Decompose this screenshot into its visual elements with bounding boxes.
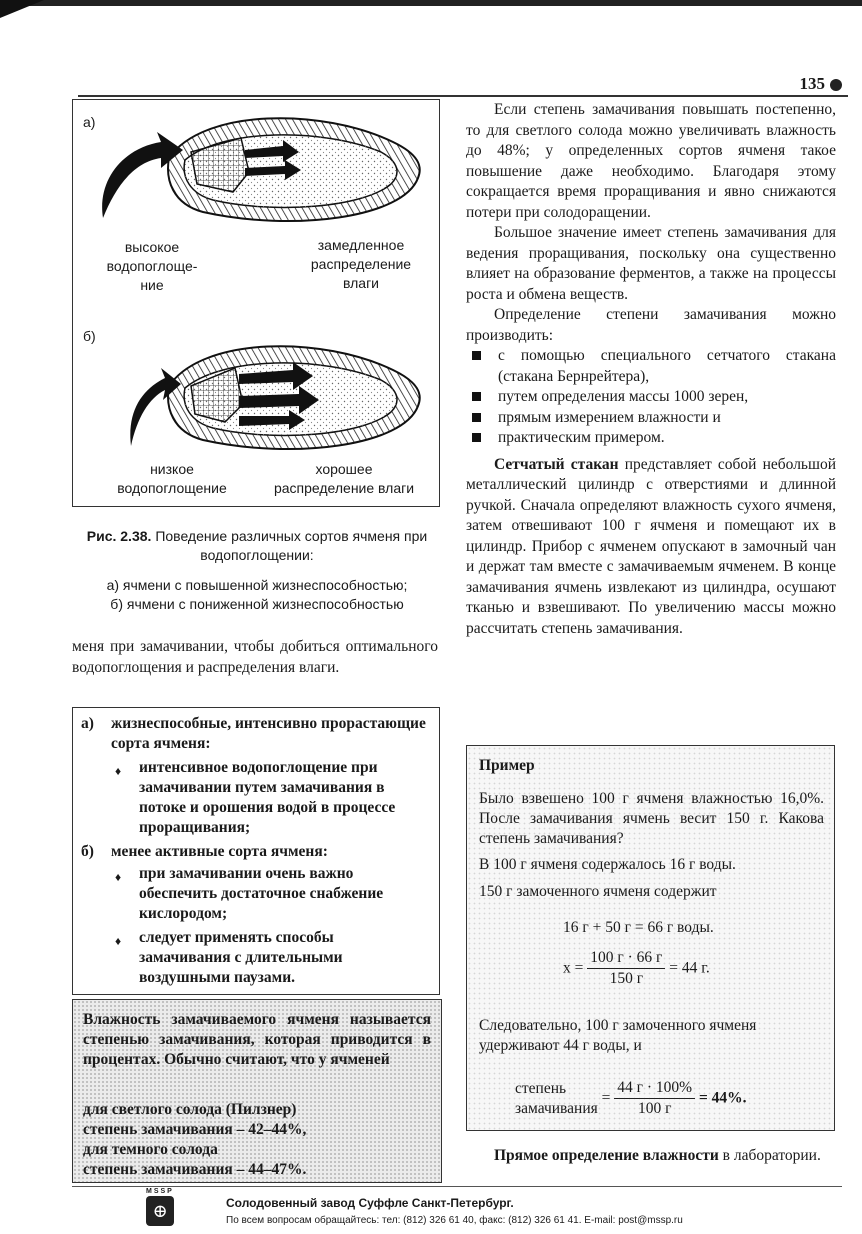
diamond-bullet-icon: ♦ (115, 934, 122, 948)
figure-caption (72, 527, 442, 565)
paragraph-3: Определение степени замачивания можно производить: (466, 306, 836, 344)
figure-a-right-label: замедленное распределение влаги (310, 237, 412, 291)
mssp-logo-text: MSSP (146, 1188, 174, 1195)
figure-label-a: а) (83, 114, 96, 130)
box-b-head: б) (81, 843, 94, 860)
paragraph-2: Большое значение имеет степень замачивания для ведения проращивания, поскольку она существенно влияет на образование ферментов, а также на процессы роста и обмена веществ. (466, 224, 836, 303)
paragraph-5: Прямое определение влажности в лаборатории. (494, 1147, 821, 1164)
list-item: практическим примером. (466, 428, 836, 449)
top-bar (0, 0, 862, 6)
square-bullet-icon (472, 413, 481, 422)
figure-label-b: б) (83, 328, 96, 344)
definition-text: Влажность замачиваемого ячменя называется степенью замачивания, которая приводится в процентах. Обычно считают, что у ячменей (83, 1011, 431, 1068)
paragraph-4: Сетчатый стакан представляет собой небольшой металлический цилиндр с отверстиями и длинной ручкой. Сначала определяют влажность сухого ячменя, затем отвешивают 100 г ячменя и помещают их в цилиндр. Прибор с ячменем опускают в замочный чан и держат там вместе с замачиваемым ячменем. В конце замачивания ячмень извлекают из цилиндра, осушают тканью и взвешивают. По увеличению массы можно рассчитать степень замачивания. (466, 455, 836, 637)
definition-light-value: степень замачивания – 42–44%, (83, 1121, 307, 1138)
box-a-head: а) (81, 715, 94, 732)
footer-rule (72, 1186, 842, 1187)
page-number: 135 (800, 74, 843, 94)
figure-caption-text: Поведение различных сортов ячменя при водопоглощении: (155, 528, 428, 563)
figure-box (72, 99, 440, 507)
list-item: путем определения массы 1000 зерен, (466, 387, 836, 408)
example-step-1: В 100 г ячменя содержалось 16 г воды. (479, 856, 736, 873)
diamond-bullet-icon: ♦ (115, 870, 122, 884)
box-a-title: жизнеспособные, интенсивно прорастающие сорта ячменя: (111, 715, 426, 752)
definition-light-malt: для светлого солода (Пилзнер) (83, 1101, 297, 1118)
box-b-item-1: при замачивании очень важно обеспечить достаточное снабжение кислородом; (139, 865, 384, 922)
example-problem: Было взвешено 100 г ячменя влажностью 16,0%. После замачивания ячмень весит 150 г. Какова степень замачивания? (479, 790, 824, 847)
definition-dark-malt: для темного солода (83, 1141, 218, 1158)
example-step-2: 150 г замоченного ячменя содержит (479, 883, 717, 900)
square-bullet-icon (472, 433, 481, 442)
definition-dark-value: степень замачивания – 44–47%. (83, 1161, 307, 1178)
grain-a (102, 118, 420, 221)
figure-caption-legend (72, 576, 442, 614)
figure-b-right-label: хорошее распределение влаги (273, 461, 415, 496)
square-bullet-icon (472, 351, 481, 360)
figure-caption-b: б) ячмени с пониженной жизнеспособностью (110, 596, 404, 612)
figure-caption-a: а) ячмени с повышенной жизнеспособностью; (106, 577, 408, 593)
page-number-dot-icon (830, 79, 842, 91)
footer-contacts: По всем вопросам обращайтесь: тел: (812) 326 61 40, факс: (812) 326 61 41. E-mail: post@mssp.ru (226, 1215, 683, 1226)
example-title: Пример (479, 757, 535, 774)
figure-caption-prefix: Рис. 2.38. (86, 528, 152, 544)
list-item: с помощью специального сетчатого стакана (стакана Бернрейтера), (466, 346, 836, 387)
example-equation-3: степень замачивания = $\frac{44 г \cdot 100\%}{100 г}$ = 44%. (515, 1079, 747, 1117)
grain-b (130, 346, 419, 449)
square-bullet-icon (472, 392, 481, 401)
right-column (466, 100, 836, 639)
mssp-logo-icon: ⊕ (146, 1196, 174, 1226)
barley-types-box (72, 707, 440, 995)
example-equation-2: x = $\frac{100 г \cdot 66 г}{150 г}$ = 44 г. (563, 949, 710, 987)
grain-illustration (73, 100, 439, 506)
header-rule (78, 95, 848, 97)
box-b-item-2: следует применять способы замачивания с длительными воздушными паузами. (139, 929, 343, 986)
methods-list (466, 346, 836, 449)
example-conclusion: Следовательно, 100 г замоченного ячменя удерживают 44 г воды, и (479, 1017, 757, 1054)
box-b-title: менее активные сорта ячменя: (111, 843, 328, 860)
definition-box (72, 999, 442, 1183)
paragraph-1: Если степень замачивания повышать постепенно, то для светлого солода можно увеличивать влажность до 48%; у определенных сортов ячменя такое повышение даже необходимо. Благодаря этому сокращается время проращивания и явно снижаются потери при солодоращении. (466, 101, 836, 221)
box-a-item: интенсивное водопоглощение при замачивании путем замачивания в потоке и орошения водой в процессе проращивания; (139, 759, 396, 836)
example-box (466, 745, 835, 1131)
footer-company: Солодовенный завод Суффле Санкт-Петербург. (226, 1196, 514, 1210)
example-equation-1: 16 г + 50 г = 66 г воды. (563, 919, 714, 936)
diamond-bullet-icon: ♦ (115, 764, 122, 778)
left-paragraph: меня при замачивании, чтобы добиться оптимального водопоглощения и распределения влаги. (72, 638, 438, 676)
figure-b-left-label: низкое водопоглощение (117, 461, 227, 496)
list-item: прямым измерением влажности и (466, 408, 836, 429)
figure-a-left-label: высокое водопоглоще- ние (106, 239, 198, 293)
